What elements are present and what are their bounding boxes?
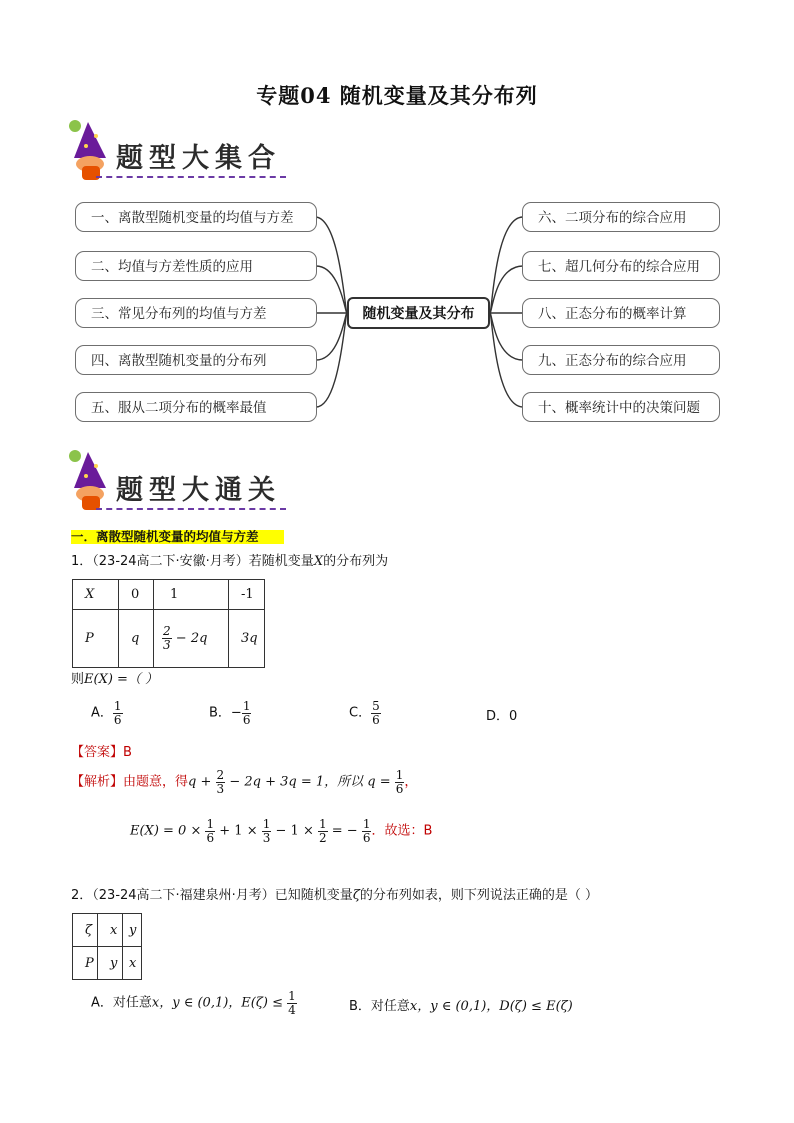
banner1-text: 题型大集合 <box>116 143 281 174</box>
table-cell: $\frac{2}{3}$ − 2q <box>154 610 229 668</box>
mindmap-center: 随机变量及其分布 <box>347 297 490 329</box>
q1-option-d[interactable]: D．0 <box>486 709 518 724</box>
q1-answer: 【答案】B <box>71 745 132 760</box>
table-cell: x <box>123 947 142 980</box>
table-cell: X <box>73 580 119 610</box>
mindmap-node-10: 十、概率统计中的决策问题 <box>522 392 720 422</box>
mindmap-node-7: 七、超几何分布的综合应用 <box>522 251 720 281</box>
connector-left-4 <box>316 313 347 360</box>
banner2-divider <box>96 508 286 510</box>
table-cell: P <box>73 610 119 668</box>
connector-right-1 <box>490 217 523 313</box>
mindmap-node-3: 三、常见分布列的均值与方差 <box>75 298 317 328</box>
q2-option-a[interactable]: A．对任意x，y ∈ (0,1)，E(ζ) ≤ $\frac{1}{4}$ <box>91 989 296 1017</box>
mindmap-node-5: 五、服从二项分布的概率最值 <box>75 392 317 422</box>
q1-option-c[interactable]: C． $\frac{5}{6}$ <box>349 699 380 727</box>
q2-stem: 2．（23-24高二下·福建泉州·月考）已知随机变量ζ的分布列如表，则下列说法正确的是（ ） <box>71 888 598 903</box>
mindmap-node-8: 八、正态分布的概率计算 <box>522 298 720 328</box>
table-cell: 1 <box>154 580 229 610</box>
q1-analysis: 【解析】由题意，得q + $\frac{2}{3}$ − 2q + 3q = 1，所以 q = $\frac{1}{6}$ ， <box>71 768 418 796</box>
section-heading: 一．离散型随机变量的均值与方差 <box>71 530 284 544</box>
q2-option-b[interactable]: B．对任意x，y ∈ (0,1)，D(ζ) ≤ E(ζ) <box>349 999 573 1014</box>
page-title: 专题04 随机变量及其分布列 <box>256 83 538 108</box>
mindmap-node-2: 二、均值与方差性质的应用 <box>75 251 317 281</box>
table-cell: P <box>73 947 98 980</box>
banner2-text: 题型大通关 <box>116 475 281 506</box>
q2-distribution-table <box>72 913 142 980</box>
table-cell: -1 <box>229 580 265 610</box>
q1-option-b[interactable]: B．− $\frac{1}{6}$ <box>209 699 251 727</box>
q1-expectation-line: E(X) = 0 × $\frac{1}{6}$ + 1 × $\frac{1}{3}$ − 1 × $\frac{1}{2}$ = − $\frac{1}{6}$ ．故选：B <box>130 817 433 845</box>
q1-distribution-table <box>72 579 265 668</box>
table-cell: 3q <box>229 610 265 668</box>
q1-then: 则E(X) =（ ） <box>71 672 159 687</box>
wizard-mascot-icon <box>66 446 114 512</box>
q1-stem: 1．（23-24高二下·安徽·月考）若随机变量X的分布列为 <box>71 554 389 569</box>
table-cell: y <box>98 947 123 980</box>
mindmap-node-4: 四、离散型随机变量的分布列 <box>75 345 317 375</box>
q1-option-a[interactable]: A． $\frac{1}{6}$ <box>91 699 122 727</box>
mindmap-node-9: 九、正态分布的综合应用 <box>522 345 720 375</box>
connector-left-2 <box>316 266 347 313</box>
mindmap-node-1: 一、离散型随机变量的均值与方差 <box>75 202 317 232</box>
banner-topic-practice <box>66 446 296 516</box>
table-cell: ζ <box>73 914 98 947</box>
table-cell: q <box>119 610 154 668</box>
table-cell: x <box>98 914 123 947</box>
table-cell: 0 <box>119 580 154 610</box>
mindmap-node-6: 六、二项分布的综合应用 <box>522 202 720 232</box>
table-cell: y <box>123 914 142 947</box>
